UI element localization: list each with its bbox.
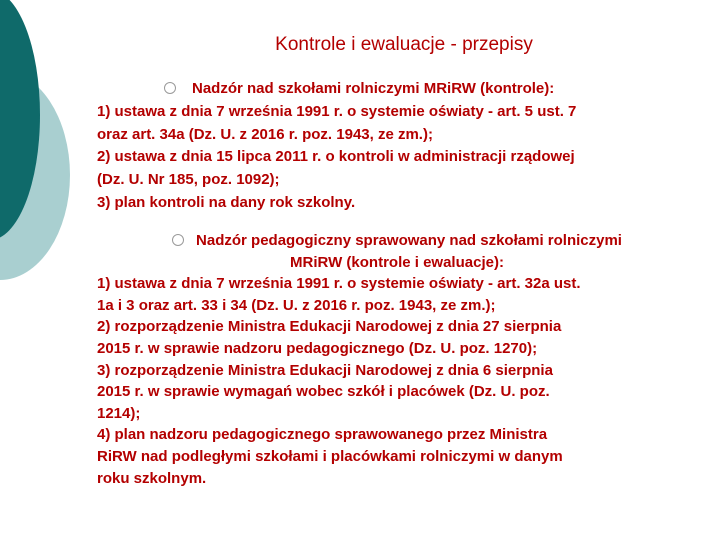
section1-line: 2) ustawa z dnia 15 lipca 2011 r. o kontroli w administracji rządowej <box>97 148 575 166</box>
section2-line: 1214); <box>97 404 141 422</box>
section2-line: 4) plan nadzoru pedagogicznego sprawowanego przez Ministra <box>97 426 548 444</box>
section2-heading <box>97 230 697 252</box>
bullet-icon <box>164 82 176 94</box>
section2-line: 2) rozporządzenie Ministra Edukacji Narodowej z dnia 27 sierpnia <box>97 318 562 336</box>
section-kontrole <box>97 78 697 215</box>
section2-heading-text: Nadzór pedagogiczny sprawowany nad szkołami rolniczymi <box>196 232 622 249</box>
section-nadzor-pedagogiczny <box>97 230 697 489</box>
section1-line: (Dz. U. Nr 185, poz. 1092); <box>97 171 280 189</box>
section1-line: oraz art. 34a (Dz. U. z 2016 r. poz. 1943, ze zm.); <box>97 125 433 143</box>
bullet-icon <box>172 234 184 246</box>
section2-line: roku szkolnym. <box>97 469 207 487</box>
section1-line: 3) plan kontroli na dany rok szkolny. <box>97 193 356 211</box>
section2-heading-cont: MRiRW (kontrole i ewaluacje): <box>290 253 504 271</box>
section2-line: 2015 r. w sprawie wymagań wobec szkół i placówek (Dz. U. poz. <box>97 383 550 401</box>
section2-line: 1a i 3 oraz art. 33 i 34 (Dz. U. z 2016 r. poz. 1943, ze zm.); <box>97 296 496 314</box>
section2-line: 3) rozporządzenie Ministra Edukacji Narodowej z dnia 6 sierpnia <box>97 361 553 379</box>
section1-heading <box>97 78 697 101</box>
section1-line: 1) ustawa z dnia 7 września 1991 r. o systemie oświaty - art. 5 ust. 7 <box>97 102 577 120</box>
slide-title: Kontrole i ewaluacje - przepisy <box>275 34 533 55</box>
section1-heading-text: Nadzór nad szkołami rolniczymi MRiRW (kontrole): <box>192 80 555 97</box>
section2-line: 2015 r. w sprawie nadzoru pedagogicznego (Dz. U. poz. 1270); <box>97 339 538 357</box>
section2-line: 1) ustawa z dnia 7 września 1991 r. o systemie oświaty - art. 32a ust. <box>97 275 581 293</box>
section2-line: RiRW nad podległymi szkołami i placówkami rolniczymi w danym <box>97 447 563 465</box>
